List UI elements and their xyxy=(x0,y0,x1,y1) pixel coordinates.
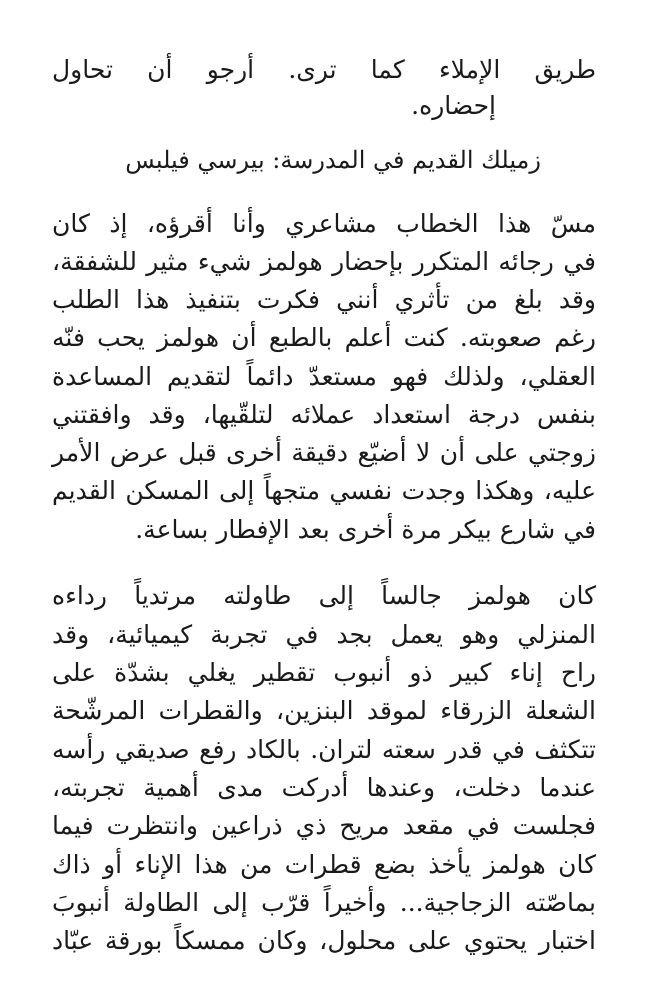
paragraph-1-line: في شارع بيكر مرة أخرى بعد الإفطار بساعة. xyxy=(135,515,596,544)
letter-line: إحضاره. xyxy=(411,91,496,120)
paragraph-2-line: فجلست في مقعد مريح ذي ذراعين وانتظرت فيما xyxy=(52,811,596,840)
paragraph-1-line: مسّ هذا الخطاب مشاعري وأنا أقرؤه، إذ كان xyxy=(52,209,596,238)
paragraph-1-line: بنفس درجة استعداد عملائه لتلقّيها، وقد وافقتني xyxy=(52,400,596,429)
paragraph-1-line: عليه، وهكذا وجدت نفسي متجهاً إلى المسكن القديم xyxy=(52,476,596,505)
paragraph-1-line: زوجتي على أن لا أضيّع دقيقة أخرى قبل عرض الأمر xyxy=(52,438,596,467)
paragraph-2-line: تتكثف في قدر سعته لتران. بالكاد رفع صديقي رأسه xyxy=(52,735,596,764)
paragraph-2-line: كان هولمز جالساً إلى طاولته مرتدياً رداءه xyxy=(52,581,596,610)
paragraph-2-line: عندما دخلت، وعندها أدركت مدى أهمية تجربته، xyxy=(52,773,596,802)
paragraph-2-line: راح إناء كبير ذو أنبوب تقطير يغلي بشدّة على xyxy=(52,658,596,687)
paragraph-1-line: في رجائه المتكرر بإحضار هولمز شيء مثير للشفقة، xyxy=(52,247,596,276)
paragraph-2-line: كان هولمز يأخذ بضع قطرات من هذا الإناء أو ذاك xyxy=(52,850,596,879)
paragraph-2-line: بماصّته الزجاجية... وأخيراً قرّب إلى الطاولة أنبوبَ xyxy=(52,888,596,917)
paragraph-1-line: رغم صعوبته. كنت أعلم بالطبع أن هولمز يحب فنّه xyxy=(52,323,596,352)
paragraph-1-line: العقلي، ولذلك فهو مستعدّ دائماً لتقديم المساعدة xyxy=(52,362,596,391)
paragraph-1-line: وقد بلغ من تأثري أنني فكرت بتنفيذ هذا الطلب xyxy=(52,285,596,314)
paragraph-2-line: اختبار يحتوي على محلول، وكان ممسكاً بورقة عبّاد xyxy=(52,926,596,955)
letter-signature: زميلك القديم في المدرسة: بيرسي فيلبس xyxy=(125,146,541,174)
paragraph-2-line: المنزلي وهو يعمل بجد في تجربة كيميائية، وقد xyxy=(52,620,596,649)
paragraph-2-line: الشعلة الزرقاء لموقد البنزين، والقطرات المرشّحة xyxy=(52,696,596,725)
letter-line: طريق الإملاء كما ترى. أرجو أن تحاول xyxy=(52,55,596,84)
